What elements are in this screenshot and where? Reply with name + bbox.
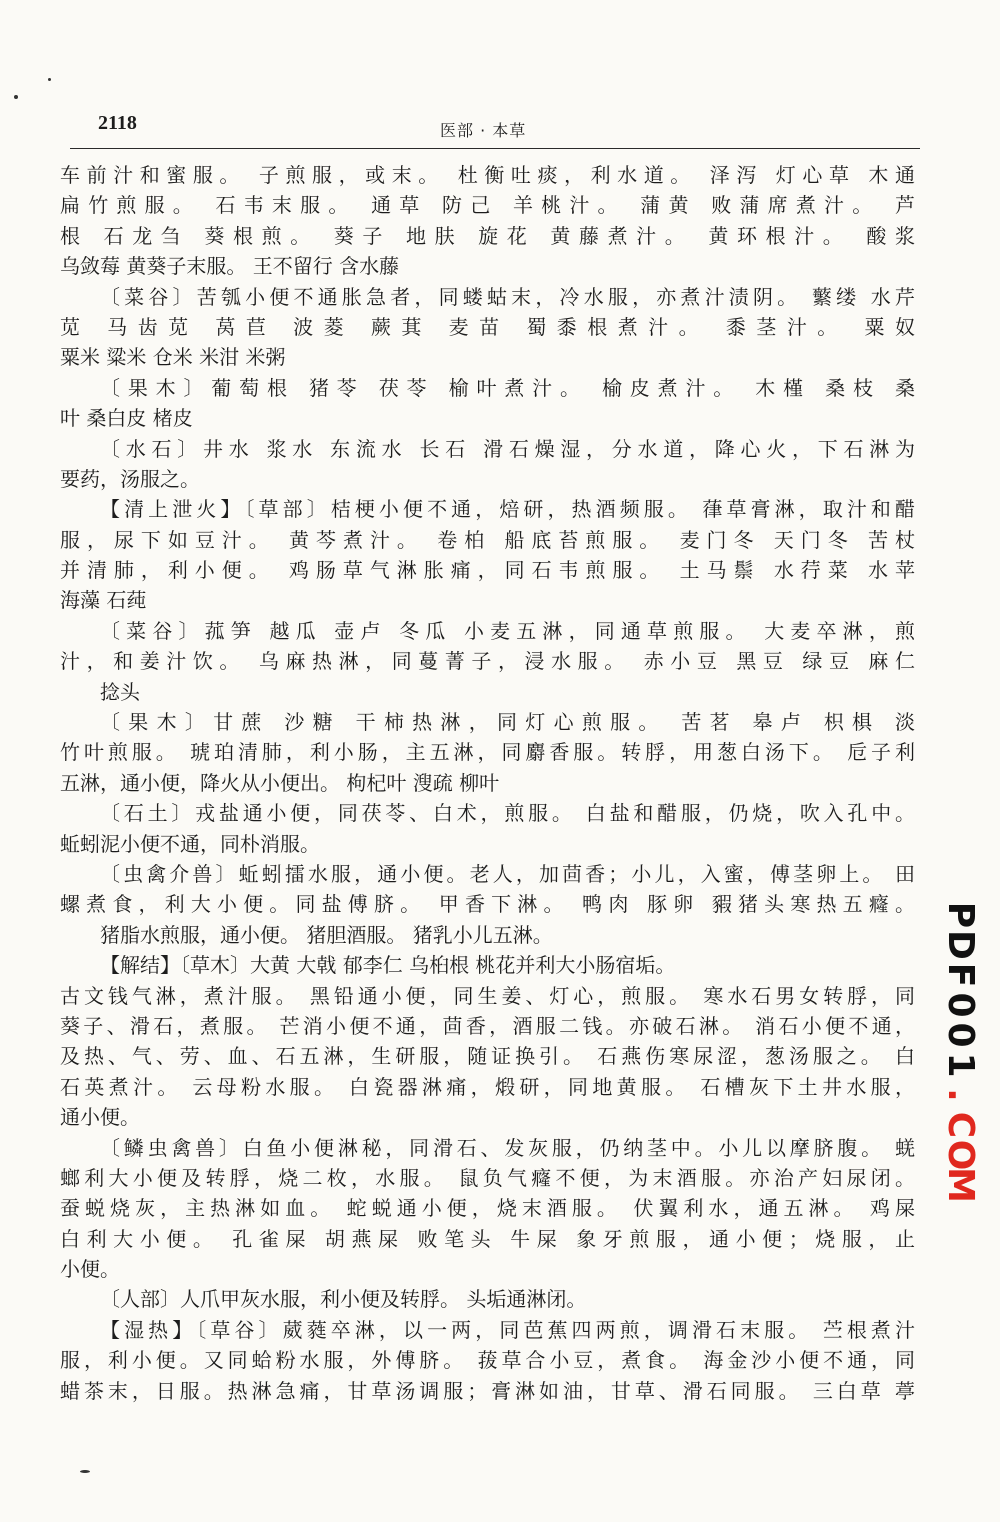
text-line: 车前汁和蜜服。 子煎服，或末。 杜衡吐痰，利水道。 泽泻 灯心草 木通 (60, 163, 915, 187)
text-line: 扁竹煎服。 石韦末服。 通草 防己 羊桃汁。 蒲黄 败蒲席煮汁。 芦 (60, 193, 915, 218)
text-line: 〔菜谷〕苦瓠小便不通胀急者，同蝼蛄末，冷水服，亦煮汁渍阴。 蘩缕 水芹 (100, 284, 915, 309)
text-line: 猪脂水煎服，通小便。 猪胆酒服。 猪乳小儿五淋。 (100, 922, 553, 947)
watermark-char: F (940, 962, 981, 988)
watermark (928, 900, 992, 1203)
text-line: 〔石土〕戎盐通小便，同茯苓、白术，煎服。 白盐和醋服，仍烧，吹入孔中。 (100, 801, 915, 826)
page-number: 2118 (98, 112, 137, 134)
text-line: 小便。 (60, 1257, 120, 1282)
scan-speck (48, 78, 51, 81)
text-line: 〔人部〕人爪甲灰水服，利小便及转脬。 头垢通淋闭。 (100, 1287, 587, 1312)
text-line: 根 石龙刍 葵根煎。 葵子 地肤 旋花 黄藤煮汁。 黄环根汁。 酸浆 (60, 223, 915, 248)
text-line: 及热、气、劳、血、石五淋，生研服，随证换引。 石燕伤寒尿涩，葱汤服之。 白 (60, 1044, 915, 1069)
text-line: 〔水石〕井水 浆水 东流水 长石 滑石燥湿，分水道，降心火，下石淋为 (100, 436, 915, 461)
text-line: 〔果木〕甘蔗 沙糖 干柿热淋，同灯心煎服。 苦茗 皋卢 枳椇 淡 (100, 710, 915, 735)
body-text (60, 160, 915, 1406)
text-line: 蚕蜕烧灰，主热淋如血。 蛇蜕通小便，烧末酒服。 伏翼利水，通五淋。 鸡屎 (60, 1196, 915, 1221)
text-line: 竹叶煎服。 琥珀清肺，利小肠，主五淋，同麝香服。转脬，用葱白汤下。 卮子利 (60, 740, 915, 765)
watermark-char: M (940, 1167, 981, 1203)
text-line: 通小便。 (60, 1105, 140, 1130)
scan-speck (14, 95, 18, 99)
text-line: 葵子、滑石，煮服。 芒消小便不通，茴香，酒服二钱。亦破石淋。 消石小便不通， (60, 1013, 915, 1038)
watermark-char: . (940, 1088, 981, 1102)
watermark-char: C (940, 1111, 981, 1139)
page-header (70, 108, 920, 149)
watermark-char: P (940, 901, 981, 929)
text-line: 【解结】〔草木〕大黄 大戟 郁李仁 乌桕根 桃花并利大小肠宿垢。 (100, 953, 676, 978)
text-line: 蚯蚓泥小便不通，同朴消服。 (60, 831, 320, 856)
text-line: 【清上泄火】〔草部〕桔梗小便不通，焙研，热酒频服。 葎草膏淋，取汁和醋 (100, 497, 915, 522)
text-line: 螂利大小便及转脬，烧二枚，水服。 鼠负气癃不便，为末酒服。亦治产妇尿闭。 (60, 1165, 915, 1190)
text-line: 石英煮汁。 云母粉水服。 白瓷器淋痛，煅研，同地黄服。 石槽灰下土井水服， (60, 1074, 915, 1099)
text-line: 服，尿下如豆汁。 黄芩煮汁。 卷柏 船底苔煎服。 麦门冬 天门冬 苦杖 (60, 527, 915, 552)
text-line: 汁，和姜汁饮。 乌麻热淋，同蔓菁子，浸水服。 赤小豆 黑豆 绿豆 麻仁 (60, 649, 915, 674)
watermark-char: 1 (940, 1052, 981, 1078)
text-line: 捻头 (100, 679, 140, 704)
text-line: 乌敛莓 黄葵子末服。 王不留行 含水藤 (60, 254, 400, 279)
text-line: 〔果木〕葡萄根 猪苓 茯苓 榆叶煮汁。 榆皮煮汁。 木槿 桑枝 桑 (100, 375, 915, 400)
text-line: 古文钱气淋，煮汁服。 黑铅通小便，同生姜、灯心，煎服。 寒水石男女转脬，同 (60, 983, 915, 1008)
text-line: 要药，汤服之。 (60, 466, 200, 491)
text-line: 【湿热】〔草谷〕葳蕤卒淋，以一两，同芭蕉四两煎，调滑石末服。 苎根煮汁 (100, 1317, 915, 1342)
text-line: 〔菜谷〕菰笋 越瓜 壶卢 冬瓜 小麦五淋，同通草煎服。 大麦卒淋，煎 (100, 618, 915, 643)
running-head: 医部 · 本草 (440, 121, 527, 140)
text-line: 五淋，通小便，降火从小便出。 枸杞叶 溲疏 柳叶 (60, 770, 500, 795)
text-line: 海藻 石莼 (60, 588, 147, 613)
text-line: 螺煮食，利大小便。同盐傅脐。 甲香下淋。 鸭肉 豚卵 豭猪头寒热五癃。 (60, 892, 915, 917)
watermark-char: 0 (940, 992, 981, 1018)
text-line: 蜡茶末，日服。热淋急痛，甘草汤调服；膏淋如油，甘草、滑石同服。 三白草 葶 (60, 1378, 915, 1403)
watermark-char: 0 (940, 1022, 981, 1048)
text-line: 白利大小便。 孔雀屎 胡燕屎 败笔头 牛屎 象牙煎服，通小便；烧服，止 (60, 1226, 915, 1251)
scan-speck (80, 1470, 90, 1473)
text-line: 服，利小便。又同蛤粉水服，外傅脐。 菝草合小豆，煮食。 海金沙小便不通，同 (60, 1348, 915, 1373)
text-line: 苋 马齿苋 莴苣 波菱 蕨萁 麦苗 蜀黍根煮汁。 黍茎汁。 粟奴 (60, 314, 915, 339)
text-line: 〔鳞虫禽兽〕白鱼小便淋秘，同滑石、发灰服，仍纳茎中。小儿以摩脐腹。 蜣 (100, 1135, 915, 1160)
text-line: 并清肺，利小便。 鸡肠草气淋胀痛，同石韦煎服。 土马鬃 水荇菜 水苹 (60, 558, 915, 583)
text-line: 粟米 粱米 仓米 米泔 米粥 (60, 345, 286, 370)
watermark-char: D (940, 930, 981, 960)
watermark-char: O (940, 1139, 981, 1171)
text-line: 〔虫禽介兽〕蚯蚓擂水服，通小便。老人，加茴香；小儿，入蜜，傅茎卵上。 田 (100, 861, 915, 886)
text-line: 叶 桑白皮 楮皮 (60, 406, 193, 431)
